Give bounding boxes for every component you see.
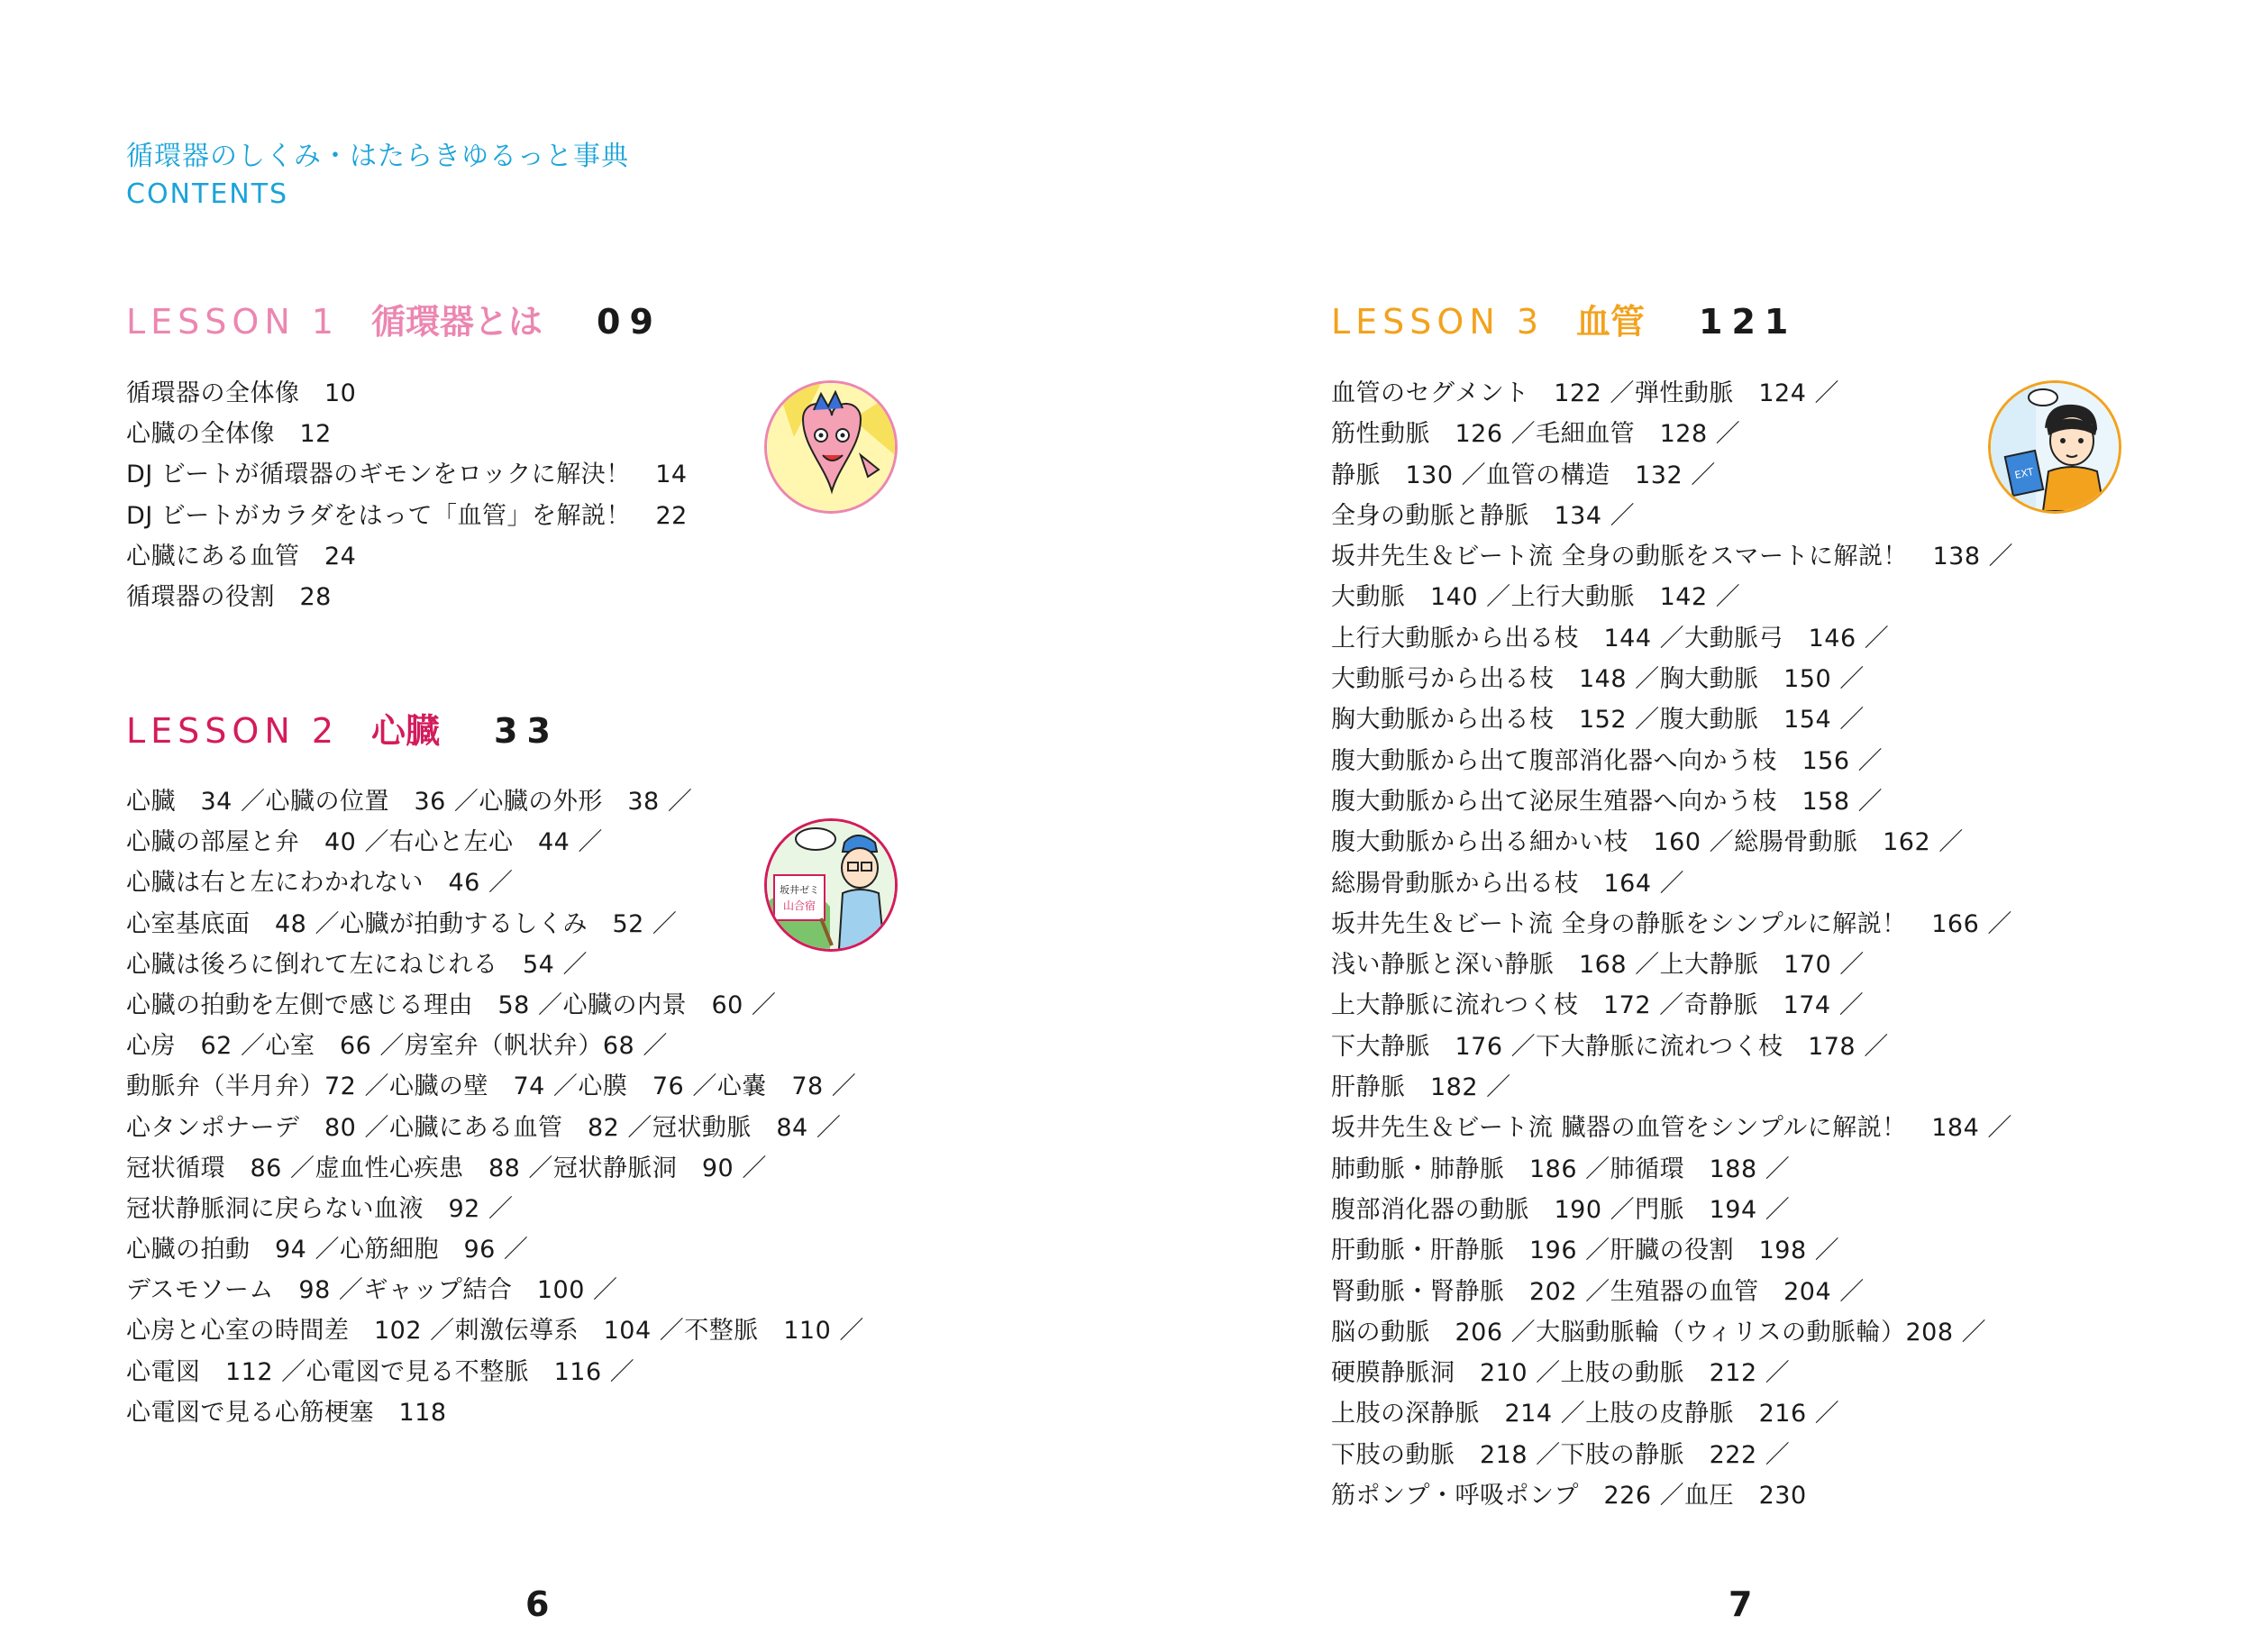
dj-beat-heart-character-icon: [764, 380, 898, 514]
toc-entry[interactable]: 血管のセグメント 122 ／弾性動脈 124 ／: [1331, 379, 1839, 407]
contents-label: CONTENTS: [126, 178, 289, 210]
toc-entry[interactable]: 腹部消化器の動脈 190 ／門脈 194 ／: [1331, 1195, 1791, 1224]
lesson-2-contents: [126, 781, 864, 1433]
toc-entry[interactable]: 胸大動脈から出る枝 152 ／腹大動脈 154 ／: [1331, 706, 1865, 735]
toc-entry[interactable]: 心電図で見る心筋梗塞 118: [126, 1398, 447, 1427]
toc-entry[interactable]: 上大静脈に流れつく枝 172 ／奇静脈 174 ／: [1331, 991, 1865, 1020]
book-text: EXT: [2013, 465, 2035, 482]
toc-entry[interactable]: 上行大動脈から出る枝 144 ／大動脈弓 146 ／: [1331, 624, 1890, 653]
toc-entry[interactable]: 筋ポンプ・呼吸ポンプ 226 ／血圧 230: [1331, 1482, 1807, 1511]
toc-entry[interactable]: 大動脈 140 ／上行大動脈 142 ／: [1331, 583, 1741, 612]
toc-entry[interactable]: 静脈 130 ／血管の構造 132 ／: [1331, 461, 1716, 489]
toc-entry[interactable]: 心臓は後ろに倒れて左にねじれる 54 ／: [126, 950, 588, 979]
lesson-1-contents: [126, 373, 688, 617]
toc-entry[interactable]: 筋性動脈 126 ／毛細血管 128 ／: [1331, 420, 1741, 449]
lesson-name: 心臓: [371, 711, 441, 751]
toc-entry[interactable]: 腎動脈・腎静脈 202 ／生殖器の血管 204 ／: [1331, 1277, 1865, 1306]
toc-entry[interactable]: 心タンポナーデ 80 ／心臓にある血管 82 ／冠状動脈 84 ／: [126, 1113, 842, 1142]
toc-entry[interactable]: 冠状循環 86 ／虚血性心疾患 88 ／冠状静脈洞 90 ／: [126, 1154, 767, 1182]
toc-entry[interactable]: 心室基底面 48 ／心臓が拍動するしくみ 52 ／: [126, 909, 678, 938]
lesson-2-heading[interactable]: [126, 703, 560, 753]
lesson-3-contents: [1331, 373, 2013, 1516]
toc-entry[interactable]: 循環器の役割 28: [126, 582, 332, 611]
lesson-page: 33: [494, 711, 560, 751]
toc-entry[interactable]: 大動脈弓から出る枝 148 ／胸大動脈 150 ／: [1331, 665, 1865, 694]
toc-entry[interactable]: 脳の動脈 206 ／大脳動脈輪（ウィリスの動脈輪）208 ／: [1331, 1318, 1987, 1346]
mascot-with-sign-icon: [764, 818, 898, 952]
toc-entry[interactable]: 総腸骨動脈から出る枝 164 ／: [1331, 869, 1685, 898]
toc-entry[interactable]: 肝動脈・肝静脈 196 ／肝臓の役割 198 ／: [1331, 1237, 1840, 1265]
toc-entry[interactable]: 動脈弁（半月弁）72 ／心臓の壁 74 ／心膜 76 ／心嚢 78 ／: [126, 1072, 857, 1101]
toc-entry[interactable]: 腹大動脈から出て腹部消化器へ向かう枝 156 ／: [1331, 746, 1884, 775]
man-with-book-icon: [1988, 380, 2121, 514]
book-title: 循環器のしくみ・はたらきゆるっと事典: [126, 141, 629, 172]
toc-entry[interactable]: 腹大動脈から出る細かい枝 160 ／総腸骨動脈 162 ／: [1331, 828, 1964, 857]
toc-entry[interactable]: 冠状静脈洞に戻らない血液 92 ／: [126, 1194, 514, 1223]
lesson-page: 121: [1699, 302, 1798, 342]
toc-entry[interactable]: 上肢の深静脈 214 ／上肢の皮静脈 216 ／: [1331, 1400, 1840, 1428]
toc-entry[interactable]: 心臓の拍動 94 ／心筋細胞 96 ／: [126, 1236, 529, 1264]
toc-entry[interactable]: 心臓 34 ／心臓の位置 36 ／心臓の外形 38 ／: [126, 788, 693, 816]
lesson-1-heading[interactable]: [126, 294, 662, 343]
lesson-tag: LESSON 2: [126, 711, 340, 751]
lesson-name: 循環器とは: [371, 302, 543, 342]
lesson-name: 血管: [1576, 302, 1646, 342]
toc-entry[interactable]: 全身の動脈と静脈 134 ／: [1331, 501, 1636, 530]
toc-entry[interactable]: 坂井先生＆ビート流 全身の動脈をスマートに解説！ 138 ／: [1331, 543, 2014, 571]
lesson-tag: LESSON 3: [1331, 302, 1545, 342]
toc-entry[interactable]: 腹大動脈から出て泌尿生殖器へ向かう枝 158 ／: [1331, 787, 1884, 816]
toc-entry[interactable]: 心臓の全体像 12: [126, 420, 332, 449]
toc-entry[interactable]: 心臓の部屋と弁 40 ／右心と左心 44 ／: [126, 828, 603, 857]
sign-text-bottom: 山合宿: [782, 899, 816, 912]
toc-entry[interactable]: 心房と心室の時間差 102 ／刺激伝導系 104 ／不整脈 110 ／: [126, 1317, 864, 1346]
page-number-right: 7: [1729, 1584, 1753, 1624]
toc-entry[interactable]: 下肢の動脈 218 ／下肢の静脈 222 ／: [1331, 1440, 1791, 1469]
lesson-page: 09: [597, 302, 662, 342]
toc-entry[interactable]: DJ ビートが循環器のギモンをロックに解決！ 14: [126, 461, 688, 489]
toc-entry[interactable]: 下大静脈 176 ／下大静脈に流れつく枝 178 ／: [1331, 1032, 1889, 1061]
toc-entry[interactable]: 浅い静脈と深い静脈 168 ／上大静脈 170 ／: [1331, 951, 1865, 980]
page-number-left: 6: [525, 1584, 550, 1624]
toc-entry[interactable]: 心房 62 ／心室 66 ／房室弁（帆状弁）68 ／: [126, 1032, 668, 1061]
toc-entry[interactable]: 心臓の拍動を左側で感じる理由 58 ／心臓の内景 60 ／: [126, 990, 777, 1019]
toc-entry[interactable]: 坂井先生＆ビート流 全身の静脈をシンプルに解説！ 166 ／: [1331, 909, 2012, 938]
toc-entry[interactable]: DJ ビートがカラダをはって「血管」を解説！ 22: [126, 501, 688, 530]
toc-entry[interactable]: 循環器の全体像 10: [126, 379, 357, 407]
toc-entry[interactable]: 心電図 112 ／心電図で見る不整脈 116 ／: [126, 1357, 635, 1386]
lesson-3-heading[interactable]: [1331, 294, 1797, 343]
sign-text-top: 坂井ゼミ: [780, 884, 819, 896]
toc-entry[interactable]: デスモソーム 98 ／ギャップ結合 100 ／: [126, 1276, 618, 1305]
toc-entry[interactable]: 肺動脈・肺静脈 186 ／肺循環 188 ／: [1331, 1155, 1791, 1183]
toc-entry[interactable]: 心臓にある血管 24: [126, 542, 357, 570]
toc-entry[interactable]: 坂井先生＆ビート流 臓器の血管をシンプルに解説！ 184 ／: [1331, 1114, 2012, 1143]
toc-entry[interactable]: 硬膜静脈洞 210 ／上肢の動脈 212 ／: [1331, 1359, 1791, 1388]
toc-entry[interactable]: 肝静脈 182 ／: [1331, 1073, 1511, 1102]
toc-entry[interactable]: 心臓は右と左にわかれない 46 ／: [126, 869, 514, 898]
lesson-tag: LESSON 1: [126, 302, 340, 342]
